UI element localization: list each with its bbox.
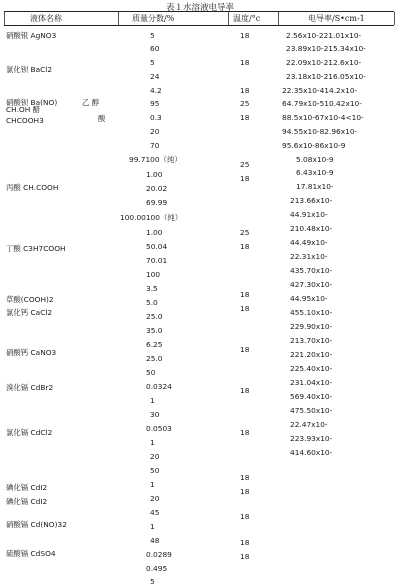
header-divider [228,12,229,25]
temp-cell: 18 [240,242,250,251]
mass-cell: 100 [146,270,161,279]
header-temp: 温度/°c [233,14,261,23]
temp-cell: 18 [240,31,250,40]
cond-cell: 94.55x10-82.96x10- [282,127,358,136]
temp-cell: 18 [240,552,250,561]
temp-cell: 18 [240,290,250,299]
mass-cell: 25.0 [146,312,163,321]
name-cell: 酸 [98,114,106,123]
temp-cell: 18 [240,386,250,395]
mass-cell: 3.5 [146,284,158,293]
cond-cell: 44.95x10- [290,294,328,303]
temp-cell: 25 [240,99,250,108]
header-divider [394,12,395,25]
cond-cell: 231.04x10- [290,378,333,387]
mass-cell: 100.00100（纯） [120,213,183,222]
cond-cell: 44.49x10- [290,238,328,247]
mass-cell: 99.7100（纯） [129,155,182,164]
mass-cell: 5 [150,577,155,586]
mass-cell: 70.01 [146,256,168,265]
cond-cell: 225.40x10- [290,364,333,373]
name-cell: 硝酸镉 Cd(NO)32 [6,520,67,529]
name-cell: 硫酸镉 CdSO4 [6,549,56,558]
mass-cell: 6.25 [146,340,163,349]
name-cell: 乙 醇 [82,98,100,107]
temp-cell: 18 [240,487,250,496]
name-cell: 丙酸 CH.COOH [6,183,59,192]
mass-cell: 69.99 [146,198,168,207]
cond-cell: 64.79x10-510.42x10- [282,99,362,108]
mass-cell: 20.02 [146,184,168,193]
mass-cell: 4.2 [150,86,162,95]
mass-cell: 1 [150,480,155,489]
mass-cell: 0.0289 [146,550,172,559]
cond-cell: 223.93x10- [290,434,333,443]
mass-cell: 1 [150,522,155,531]
header-mass: 质量分数/% [132,14,175,23]
temp-cell: 18 [240,512,250,521]
temp-cell: 18 [240,428,250,437]
cond-cell: 229.90x10- [290,322,333,331]
cond-cell: 22.09x10-212.6x10- [286,58,362,67]
cond-cell: 23.18x10-216.05x10- [286,72,366,81]
mass-cell: 1.00 [146,170,163,179]
mass-cell: 30 [150,410,160,419]
cond-cell: 88.5x10-67x10-4<10- [282,113,364,122]
temp-cell: 25 [240,228,250,237]
name-cell: 硝酸钙 CaNO3 [6,348,57,357]
mass-cell: 95 [150,99,160,108]
mass-cell: 35.0 [146,326,163,335]
cond-cell: 22.31x10- [290,252,328,261]
name-cell: CHCOOH3 [6,116,44,125]
cond-cell: 427.30x10- [290,280,333,289]
temp-cell: 18 [240,113,250,122]
cond-cell: 455.10x10- [290,308,333,317]
mass-cell: 45 [150,508,160,517]
header-divider [118,12,119,25]
mass-cell: 24 [150,72,160,81]
cond-cell: 17.81x10- [296,182,334,191]
cond-cell: 435.70x10- [290,266,333,275]
cond-cell: 569.40x10- [290,392,333,401]
mass-cell: 1.00 [146,228,163,237]
header-top-rule [4,11,394,12]
name-cell: 硝酸钡 Ba(NO) [6,98,58,107]
cond-cell: 213.66x10- [290,196,333,205]
cond-cell: 213.70x10- [290,336,333,345]
temp-cell: 18 [240,538,250,547]
mass-cell: 0.0503 [146,424,172,433]
mass-cell: 5.0 [146,298,158,307]
mass-cell: 25.0 [146,354,163,363]
name-cell: 草酸(COOH)2 [6,295,54,304]
cond-cell: 6.43x10-9 [296,168,334,177]
mass-cell: 1 [150,438,155,447]
mass-cell: 60 [150,44,160,53]
mass-cell: 1 [150,396,155,405]
cond-cell: 2.56x10-221.01x10- [286,31,362,40]
mass-cell: 0.495 [146,564,168,573]
name-cell: 氯化镉 CdCl2 [6,428,53,437]
mass-cell: 0.3 [150,113,162,122]
name-cell: 氯化钙 CaCl2 [6,308,53,317]
header-divider [278,12,279,25]
cond-cell: 475.50x10- [290,406,333,415]
cond-cell: 23.89x10-215.34x10- [286,44,366,53]
cond-cell: 414.60x10- [290,448,333,457]
table-title: 表１水溶液电导率 [165,3,234,13]
temp-cell: 18 [240,473,250,482]
temp-cell: 18 [240,86,250,95]
cond-cell: 5.08x10-9 [296,155,334,164]
mass-cell: 50 [146,368,156,377]
temp-cell: 18 [240,304,250,313]
header-name: 液体名称 [30,14,62,23]
cond-cell: 44.91x10- [290,210,328,219]
temp-cell: 18 [240,345,250,354]
header-bottom-rule [4,25,394,26]
cond-cell: 22.47x10- [290,420,328,429]
name-cell: 碘化镉 CdI2 [6,483,48,492]
mass-cell: 50 [150,466,160,475]
name-cell: 碘化镉 CdI2 [6,497,48,506]
cond-cell: 210.48x10- [290,224,333,233]
cond-cell: 22.35x10-414.2x10- [282,86,358,95]
name-cell: 硝酸银 AgNO3 [6,31,57,40]
mass-cell: 20 [150,494,160,503]
name-cell: 溴化镉 CdBr2 [6,383,54,392]
mass-cell: 50.04 [146,242,168,251]
mass-cell: 0.0324 [146,382,172,391]
mass-cell: 20 [150,452,160,461]
mass-cell: 48 [150,536,160,545]
cond-cell: 221.20x10- [290,350,333,359]
mass-cell: 5 [150,58,155,67]
mass-cell: 70 [150,141,160,150]
temp-cell: 18 [240,58,250,67]
cond-cell: 95.6x10-86x10-9 [282,141,346,150]
temp-cell: 18 [240,174,250,183]
temp-cell: 25 [240,160,250,169]
name-cell: 丁酸 C3H7COOH [6,244,66,253]
header-divider [4,12,5,25]
name-cell: 氯化钡 BaCl2 [6,65,53,74]
mass-cell: 5 [150,31,155,40]
header-cond: 电导率/S•cm-1 [308,14,365,23]
mass-cell: 20 [150,127,160,136]
name-cell: CH.OH 醋 [6,105,41,114]
